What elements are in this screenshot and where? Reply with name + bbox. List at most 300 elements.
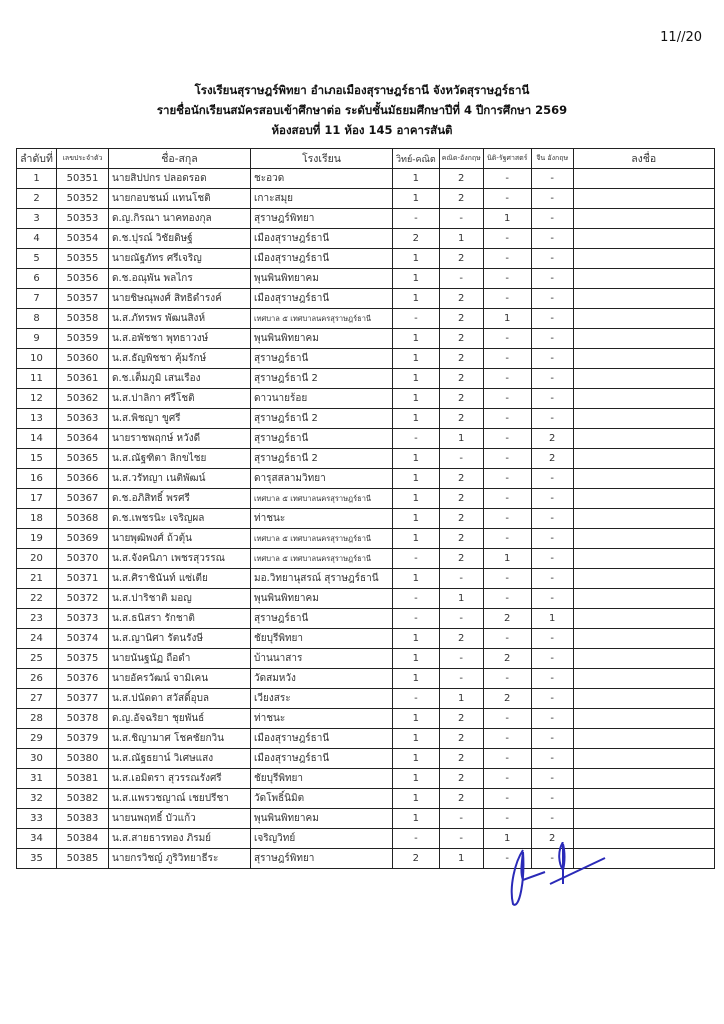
- student-name-cell: นายกอบชนม์ แทนโชติ: [109, 189, 251, 209]
- sci-math-choice-cell: 1: [393, 749, 440, 769]
- col-header-math-eng: คณิต-อังกฤษ: [439, 149, 483, 169]
- chinese-eng-choice-cell: -: [531, 549, 573, 569]
- chinese-eng-choice-cell: -: [531, 649, 573, 669]
- sci-math-choice-cell: 1: [393, 169, 440, 189]
- table-row: [17, 509, 715, 529]
- student-id-cell: 50359: [57, 329, 109, 349]
- math-eng-choice-cell: -: [439, 269, 483, 289]
- order-cell: 24: [17, 629, 57, 649]
- table-row: [17, 609, 715, 629]
- school-cell: ชัยบุรีพิทยา: [251, 629, 393, 649]
- school-cell: วัดโพธิ์นิมิต: [251, 789, 393, 809]
- sci-math-choice-cell: 1: [393, 329, 440, 349]
- student-name-cell: น.ส.ชิญามาศ โชคชัยกวิน: [109, 729, 251, 749]
- table-row: [17, 789, 715, 809]
- chinese-eng-choice-cell: 2: [531, 429, 573, 449]
- law-politics-choice-cell: 2: [483, 689, 531, 709]
- sci-math-choice-cell: 1: [393, 489, 440, 509]
- math-eng-choice-cell: 2: [439, 749, 483, 769]
- order-cell: 7: [17, 289, 57, 309]
- sci-math-choice-cell: -: [393, 209, 440, 229]
- sci-math-choice-cell: 1: [393, 729, 440, 749]
- student-name-cell: น.ส.พิชญา ขูศรี: [109, 409, 251, 429]
- math-eng-choice-cell: -: [439, 449, 483, 469]
- math-eng-choice-cell: 2: [439, 289, 483, 309]
- table-row: [17, 289, 715, 309]
- law-politics-choice-cell: -: [483, 789, 531, 809]
- student-id-cell: 50351: [57, 169, 109, 189]
- sci-math-choice-cell: 1: [393, 629, 440, 649]
- table-row: [17, 729, 715, 749]
- student-id-cell: 50358: [57, 309, 109, 329]
- table-row: [17, 529, 715, 549]
- school-cell: เจริญวิทย์: [251, 829, 393, 849]
- math-eng-choice-cell: 1: [439, 429, 483, 449]
- student-id-cell: 50355: [57, 249, 109, 269]
- student-name-cell: น.ส.ณัฐฑิตา ลิกขไชย: [109, 449, 251, 469]
- math-eng-choice-cell: 2: [439, 489, 483, 509]
- order-cell: 1: [17, 169, 57, 189]
- chinese-eng-choice-cell: 1: [531, 609, 573, 629]
- chinese-eng-choice-cell: -: [531, 169, 573, 189]
- student-name-cell: น.ส.จังคนิภา เพชรสุวรรณ: [109, 549, 251, 569]
- signature-cell[interactable]: [573, 249, 714, 269]
- sci-math-choice-cell: -: [393, 689, 440, 709]
- order-cell: 2: [17, 189, 57, 209]
- chinese-eng-choice-cell: -: [531, 569, 573, 589]
- school-cell: สุราษฎร์พิทยา: [251, 209, 393, 229]
- col-header-signature: ลงชื่อ: [573, 149, 714, 169]
- law-politics-choice-cell: -: [483, 489, 531, 509]
- student-name-cell: นายพุฒิพงศ์ ถ้วตุ้น: [109, 529, 251, 549]
- student-id-cell: 50376: [57, 669, 109, 689]
- law-politics-choice-cell: -: [483, 169, 531, 189]
- student-id-cell: 50379: [57, 729, 109, 749]
- school-cell: พุนพินพิทยาคม: [251, 269, 393, 289]
- math-eng-choice-cell: -: [439, 829, 483, 849]
- signature-cell[interactable]: [573, 549, 714, 569]
- order-cell: 8: [17, 309, 57, 329]
- law-politics-choice-cell: -: [483, 289, 531, 309]
- math-eng-choice-cell: 2: [439, 369, 483, 389]
- order-cell: 18: [17, 509, 57, 529]
- sci-math-choice-cell: 1: [393, 269, 440, 289]
- student-name-cell: ด.ญ.อัจฉริยา ชุยพันธ์: [109, 709, 251, 729]
- sci-math-choice-cell: 1: [393, 469, 440, 489]
- math-eng-choice-cell: 2: [439, 309, 483, 329]
- chinese-eng-choice-cell: -: [531, 669, 573, 689]
- order-cell: 5: [17, 249, 57, 269]
- student-id-cell: 50367: [57, 489, 109, 509]
- math-eng-choice-cell: -: [439, 569, 483, 589]
- order-cell: 34: [17, 829, 57, 849]
- signature-stroke: [550, 858, 605, 884]
- order-cell: 19: [17, 529, 57, 549]
- signature-cell[interactable]: [573, 629, 714, 649]
- col-header-order: ลำดับที่: [17, 149, 57, 169]
- student-id-cell: 50356: [57, 269, 109, 289]
- sci-math-choice-cell: -: [393, 829, 440, 849]
- law-politics-choice-cell: -: [483, 189, 531, 209]
- chinese-eng-choice-cell: -: [531, 369, 573, 389]
- student-name-cell: น.ส.ปาลิกา ศรีโชติ: [109, 389, 251, 409]
- signature-cell[interactable]: [573, 329, 714, 349]
- signature-cell[interactable]: [573, 429, 714, 449]
- law-politics-choice-cell: -: [483, 729, 531, 749]
- sci-math-choice-cell: 1: [393, 649, 440, 669]
- order-cell: 4: [17, 229, 57, 249]
- order-cell: 13: [17, 409, 57, 429]
- table-row: [17, 409, 715, 429]
- math-eng-choice-cell: -: [439, 669, 483, 689]
- student-name-cell: น.ส.เอมิตรา สุวรรณรังศรี: [109, 769, 251, 789]
- order-cell: 15: [17, 449, 57, 469]
- student-id-cell: 50374: [57, 629, 109, 649]
- col-header-name: ชื่อ-สกุล: [109, 149, 251, 169]
- table-row: [17, 749, 715, 769]
- law-politics-choice-cell: -: [483, 469, 531, 489]
- math-eng-choice-cell: -: [439, 809, 483, 829]
- table-row: [17, 249, 715, 269]
- student-id-cell: 50375: [57, 649, 109, 669]
- school-cell: สุราษฎร์ธานี 2: [251, 369, 393, 389]
- law-politics-choice-cell: -: [483, 849, 531, 869]
- page-number: 11//20: [660, 30, 702, 45]
- order-cell: 31: [17, 769, 57, 789]
- col-header-law-politics: นิติ-รัฐศาสตร์: [483, 149, 531, 169]
- signature-cell[interactable]: [573, 269, 714, 289]
- law-politics-choice-cell: -: [483, 529, 531, 549]
- signature-cell[interactable]: [573, 229, 714, 249]
- table-row: [17, 709, 715, 729]
- school-cell: ชัยบุรีพิทยา: [251, 769, 393, 789]
- student-id-cell: 50369: [57, 529, 109, 549]
- table-row: [17, 469, 715, 489]
- chinese-eng-choice-cell: -: [531, 229, 573, 249]
- student-id-cell: 50377: [57, 689, 109, 709]
- chinese-eng-choice-cell: -: [531, 309, 573, 329]
- signature-cell[interactable]: [573, 449, 714, 469]
- student-name-cell: นายอัครวัฒน์ จามิเคน: [109, 669, 251, 689]
- school-cell: สุราษฎร์ธานี: [251, 349, 393, 369]
- order-cell: 26: [17, 669, 57, 689]
- order-cell: 16: [17, 469, 57, 489]
- table-row: [17, 349, 715, 369]
- math-eng-choice-cell: 2: [439, 389, 483, 409]
- law-politics-choice-cell: -: [483, 409, 531, 429]
- student-id-cell: 50385: [57, 849, 109, 869]
- table-row: [17, 449, 715, 469]
- school-cell: ดาวนายร้อย: [251, 389, 393, 409]
- sci-math-choice-cell: 1: [393, 669, 440, 689]
- chinese-eng-choice-cell: -: [531, 289, 573, 309]
- table-row: [17, 689, 715, 709]
- signature-stroke: [512, 850, 545, 905]
- math-eng-choice-cell: 2: [439, 509, 483, 529]
- student-name-cell: นายชิษณุพงศ์ สิทธิดำรงค์: [109, 289, 251, 309]
- table-row: [17, 369, 715, 389]
- student-id-cell: 50366: [57, 469, 109, 489]
- student-roster-table: [16, 148, 715, 869]
- order-cell: 6: [17, 269, 57, 289]
- order-cell: 12: [17, 389, 57, 409]
- chinese-eng-choice-cell: -: [531, 589, 573, 609]
- law-politics-choice-cell: -: [483, 389, 531, 409]
- law-politics-choice-cell: 2: [483, 609, 531, 629]
- school-cell: วัดสมหวัง: [251, 669, 393, 689]
- order-cell: 32: [17, 789, 57, 809]
- school-cell: สุราษฎร์ธานี 2: [251, 449, 393, 469]
- table-row: [17, 549, 715, 569]
- school-cell: เมืองสุราษฎร์ธานี: [251, 749, 393, 769]
- order-cell: 14: [17, 429, 57, 449]
- col-header-chinese-eng: จีน อังกฤษ: [531, 149, 573, 169]
- law-politics-choice-cell: 1: [483, 309, 531, 329]
- table-row: [17, 629, 715, 649]
- student-name-cell: น.ส.อพัชชา พุทธาวงษ์: [109, 329, 251, 349]
- signature-cell[interactable]: [573, 769, 714, 789]
- school-cell: ดารุสสลามวิทยา: [251, 469, 393, 489]
- table-row: [17, 669, 715, 689]
- law-politics-choice-cell: -: [483, 269, 531, 289]
- sci-math-choice-cell: -: [393, 549, 440, 569]
- signature-cell[interactable]: [573, 569, 714, 589]
- school-cell: เทศบาล ๕ เทศบาลนครสุราษฎร์ธานี: [251, 529, 393, 549]
- header-room-line: ห้องสอบที่ 11 ห้อง 145 อาคารสันติ: [271, 123, 453, 137]
- order-cell: 33: [17, 809, 57, 829]
- school-cell: เทศบาล ๕ เทศบาลนครสุราษฎร์ธานี: [251, 489, 393, 509]
- math-eng-choice-cell: 2: [439, 789, 483, 809]
- signature-cell[interactable]: [573, 169, 714, 189]
- student-name-cell: นายนันฐนัฏ ถือดำ: [109, 649, 251, 669]
- sci-math-choice-cell: 1: [393, 769, 440, 789]
- student-id-cell: 50384: [57, 829, 109, 849]
- student-id-cell: 50353: [57, 209, 109, 229]
- chinese-eng-choice-cell: -: [531, 529, 573, 549]
- student-name-cell: ด.ช.เพชรนิะ เจริญผล: [109, 509, 251, 529]
- student-name-cell: น.ส.แพรวชญาณ์ เชยปรีชา: [109, 789, 251, 809]
- signature-cell[interactable]: [573, 649, 714, 669]
- math-eng-choice-cell: 2: [439, 529, 483, 549]
- sci-math-choice-cell: 1: [393, 709, 440, 729]
- sci-math-choice-cell: 1: [393, 789, 440, 809]
- math-eng-choice-cell: 2: [439, 169, 483, 189]
- student-id-cell: 50357: [57, 289, 109, 309]
- chinese-eng-choice-cell: -: [531, 789, 573, 809]
- law-politics-choice-cell: 1: [483, 829, 531, 849]
- school-cell: เวียงสระ: [251, 689, 393, 709]
- chinese-eng-choice-cell: -: [531, 409, 573, 429]
- math-eng-choice-cell: 1: [439, 849, 483, 869]
- math-eng-choice-cell: 2: [439, 769, 483, 789]
- document-header: [0, 80, 724, 140]
- chinese-eng-choice-cell: -: [531, 509, 573, 529]
- chinese-eng-choice-cell: -: [531, 189, 573, 209]
- student-name-cell: น.ส.ศิราชินันท์ แซ่เตีย: [109, 569, 251, 589]
- signature-cell[interactable]: [573, 529, 714, 549]
- student-name-cell: น.ส.ธนิสรา รักชาติ: [109, 609, 251, 629]
- order-cell: 9: [17, 329, 57, 349]
- student-id-cell: 50372: [57, 589, 109, 609]
- student-id-cell: 50378: [57, 709, 109, 729]
- signature-cell[interactable]: [573, 489, 714, 509]
- order-cell: 21: [17, 569, 57, 589]
- chinese-eng-choice-cell: 2: [531, 449, 573, 469]
- signature-cell[interactable]: [573, 369, 714, 389]
- student-name-cell: น.ส.สายธารทอง ภิรมย์: [109, 829, 251, 849]
- student-id-cell: 50371: [57, 569, 109, 589]
- chinese-eng-choice-cell: -: [531, 389, 573, 409]
- table-row: [17, 429, 715, 449]
- math-eng-choice-cell: 2: [439, 189, 483, 209]
- school-cell: สุราษฎร์ธานี: [251, 609, 393, 629]
- student-id-cell: 50382: [57, 789, 109, 809]
- student-name-cell: น.ส.ธัญพิชชา คุ้มรักษ์: [109, 349, 251, 369]
- signature-cell[interactable]: [573, 509, 714, 529]
- sci-math-choice-cell: 1: [393, 249, 440, 269]
- signature-cell[interactable]: [573, 589, 714, 609]
- school-cell: เทศบาล ๕ เทศบาลนครสุราษฎร์ธานี: [251, 309, 393, 329]
- student-name-cell: ด.ช.อณุพัน พลไกร: [109, 269, 251, 289]
- law-politics-choice-cell: -: [483, 669, 531, 689]
- school-cell: เมืองสุราษฎร์ธานี: [251, 729, 393, 749]
- signature-cell[interactable]: [573, 789, 714, 809]
- chinese-eng-choice-cell: -: [531, 769, 573, 789]
- sci-math-choice-cell: 2: [393, 229, 440, 249]
- school-cell: พุนพินพิทยาคม: [251, 809, 393, 829]
- signature-cell[interactable]: [573, 609, 714, 629]
- student-name-cell: น.ส.ภัทรพร พัฒนสิงห์: [109, 309, 251, 329]
- student-id-cell: 50373: [57, 609, 109, 629]
- signature-cell[interactable]: [573, 309, 714, 329]
- signature-cell[interactable]: [573, 349, 714, 369]
- signature-cell[interactable]: [573, 809, 714, 829]
- math-eng-choice-cell: 2: [439, 709, 483, 729]
- student-id-cell: 50368: [57, 509, 109, 529]
- signature-cell[interactable]: [573, 389, 714, 409]
- order-cell: 35: [17, 849, 57, 869]
- order-cell: 11: [17, 369, 57, 389]
- order-cell: 27: [17, 689, 57, 709]
- math-eng-choice-cell: 2: [439, 409, 483, 429]
- student-name-cell: ด.ช.ปุรณ์ วิชัยดิษฐ์: [109, 229, 251, 249]
- student-id-cell: 50363: [57, 409, 109, 429]
- law-politics-choice-cell: -: [483, 809, 531, 829]
- order-cell: 22: [17, 589, 57, 609]
- math-eng-choice-cell: 1: [439, 689, 483, 709]
- signature-cell[interactable]: [573, 669, 714, 689]
- school-cell: สุราษฎร์ธานี: [251, 429, 393, 449]
- sci-math-choice-cell: 1: [393, 569, 440, 589]
- signature-cell[interactable]: [573, 729, 714, 749]
- student-id-cell: 50360: [57, 349, 109, 369]
- student-name-cell: น.ส.ญานิศา รัตนรังษี: [109, 629, 251, 649]
- sci-math-choice-cell: 1: [393, 409, 440, 429]
- signature-cell[interactable]: [573, 409, 714, 429]
- table-row: [17, 229, 715, 249]
- table-row: [17, 169, 715, 189]
- school-cell: เมืองสุราษฎร์ธานี: [251, 229, 393, 249]
- student-name-cell: น.ส.ณัฐธยาน์ วิเศษแสง: [109, 749, 251, 769]
- law-politics-choice-cell: -: [483, 249, 531, 269]
- order-cell: 25: [17, 649, 57, 669]
- sci-math-choice-cell: 1: [393, 189, 440, 209]
- order-cell: 3: [17, 209, 57, 229]
- chinese-eng-choice-cell: -: [531, 709, 573, 729]
- law-politics-choice-cell: 1: [483, 209, 531, 229]
- law-politics-choice-cell: -: [483, 369, 531, 389]
- school-cell: สุราษฎร์พิทยา: [251, 849, 393, 869]
- chinese-eng-choice-cell: -: [531, 489, 573, 509]
- school-cell: เทศบาล ๕ เทศบาลนครสุราษฎร์ธานี: [251, 549, 393, 569]
- sci-math-choice-cell: 1: [393, 529, 440, 549]
- student-id-cell: 50370: [57, 549, 109, 569]
- school-cell: เกาะสมุย: [251, 189, 393, 209]
- law-politics-choice-cell: -: [483, 329, 531, 349]
- student-id-cell: 50364: [57, 429, 109, 449]
- chinese-eng-choice-cell: -: [531, 749, 573, 769]
- school-cell: ชะอวด: [251, 169, 393, 189]
- law-politics-choice-cell: -: [483, 349, 531, 369]
- math-eng-choice-cell: -: [439, 209, 483, 229]
- signature-cell[interactable]: [573, 469, 714, 489]
- table-row: [17, 389, 715, 409]
- sci-math-choice-cell: -: [393, 309, 440, 329]
- table-row: [17, 329, 715, 349]
- header-school-line: โรงเรียนสุราษฎร์พิทยา อำเภอเมืองสุราษฎร์ธานี จังหวัดสุราษฎร์ธานี: [194, 83, 530, 97]
- sci-math-choice-cell: 2: [393, 849, 440, 869]
- col-header-id: เลขประจำตัว: [57, 149, 109, 169]
- student-name-cell: น.ส.วรัทญา เนติพัฒน์: [109, 469, 251, 489]
- student-name-cell: น.ส.ปนัดดา สวัสดิ์อุบล: [109, 689, 251, 709]
- chinese-eng-choice-cell: -: [531, 209, 573, 229]
- sci-math-choice-cell: 1: [393, 349, 440, 369]
- student-name-cell: นายสิปปกร ปลอดรอด: [109, 169, 251, 189]
- law-politics-choice-cell: -: [483, 769, 531, 789]
- law-politics-choice-cell: -: [483, 629, 531, 649]
- law-politics-choice-cell: -: [483, 589, 531, 609]
- law-politics-choice-cell: -: [483, 449, 531, 469]
- sci-math-choice-cell: 1: [393, 389, 440, 409]
- signature-cell[interactable]: [573, 709, 714, 729]
- student-name-cell: ด.ช.เต็มภูมิ เสนเรือง: [109, 369, 251, 389]
- school-cell: ท่าชนะ: [251, 709, 393, 729]
- signature-cell[interactable]: [573, 189, 714, 209]
- math-eng-choice-cell: 2: [439, 349, 483, 369]
- chinese-eng-choice-cell: 2: [531, 829, 573, 849]
- math-eng-choice-cell: 2: [439, 729, 483, 749]
- school-cell: เมืองสุราษฎร์ธานี: [251, 289, 393, 309]
- student-id-cell: 50352: [57, 189, 109, 209]
- signature-cell[interactable]: [573, 289, 714, 309]
- math-eng-choice-cell: 1: [439, 229, 483, 249]
- order-cell: 17: [17, 489, 57, 509]
- table-row: [17, 569, 715, 589]
- math-eng-choice-cell: 2: [439, 249, 483, 269]
- student-id-cell: 50354: [57, 229, 109, 249]
- school-cell: สุราษฎร์ธานี 2: [251, 409, 393, 429]
- student-name-cell: นายราชพฤกษ์ หวังดี: [109, 429, 251, 449]
- sci-math-choice-cell: 1: [393, 369, 440, 389]
- sci-math-choice-cell: -: [393, 589, 440, 609]
- table-row: [17, 649, 715, 669]
- school-cell: บ้านนาสาร: [251, 649, 393, 669]
- table-row: [17, 269, 715, 289]
- signature-cell[interactable]: [573, 749, 714, 769]
- signature-cell[interactable]: [573, 689, 714, 709]
- signature-cell[interactable]: [573, 209, 714, 229]
- sci-math-choice-cell: -: [393, 609, 440, 629]
